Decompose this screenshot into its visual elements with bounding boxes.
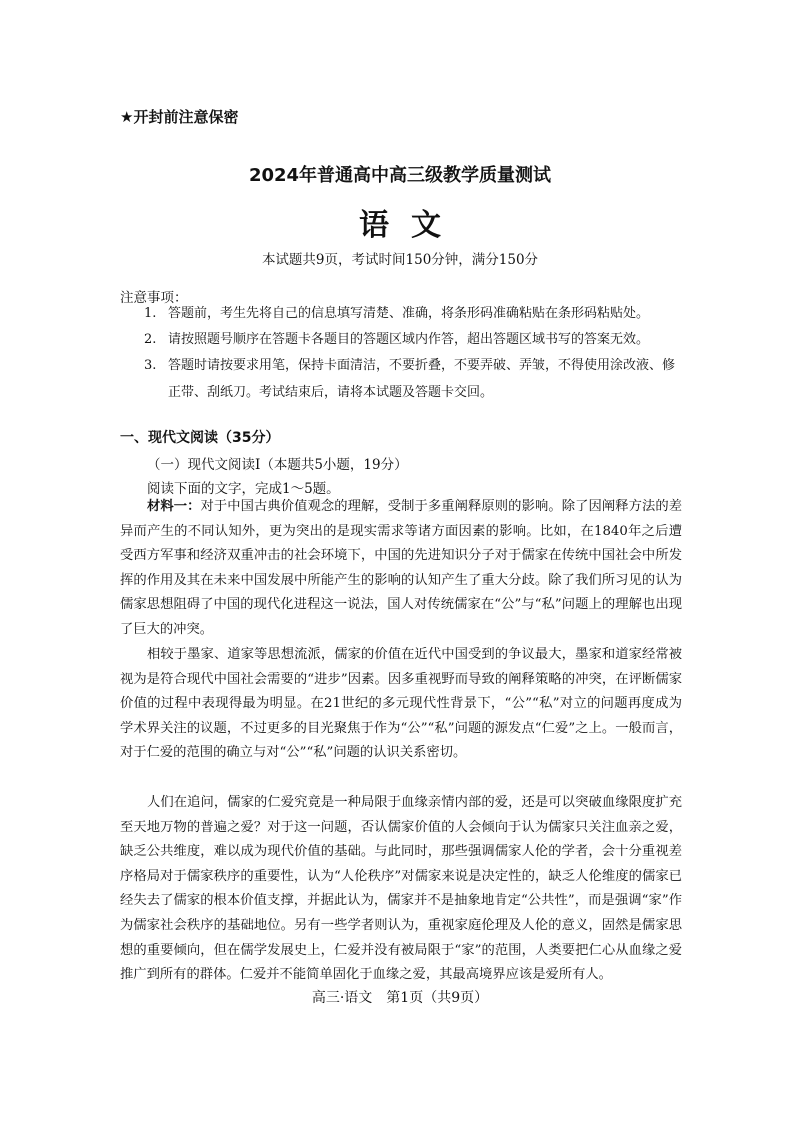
note-text: 请按照题号顺序在答题卡各题目的答题区域内作答，超出答题区域书写的答案无效。	[168, 332, 650, 347]
note-item	[144, 326, 684, 353]
note-text: 答题时请按要求用笔，保持卡面清洁，不要折叠，不要弄破、弄皱，不得使用涂改液、修正带、刮纸刀。考试结束后，请将本试题及答题卡交回。	[168, 358, 676, 400]
confidential-notice: ★开封前注意保密	[120, 108, 239, 126]
material-paragraph	[120, 791, 682, 988]
exam-info: 本试题共9页，考试时间150分钟，满分150分	[261, 252, 539, 268]
page-footer: 高三·语文 第1页（共9页）	[311, 990, 489, 1006]
note-item	[144, 352, 684, 406]
reading-instruction: 阅读下面的文字，完成1～5题。	[147, 481, 340, 497]
note-number: 2.	[144, 332, 157, 347]
subject-title: 语文	[359, 208, 463, 243]
section-title: 一、现代文阅读（35分）	[120, 430, 280, 446]
note-number: 3.	[144, 358, 157, 373]
exam-title: 2024年普通高中高三级教学质量测试	[248, 165, 552, 186]
material-paragraph	[120, 495, 682, 643]
paragraph-text: 人们在追问，儒家的仁爱究竟是一种局限于血缘亲情内部的爱，还是可以突破血缘限度扩充至天地万物的普遍之爱？对于这一问题，否认儒家价值的人会倾向于认为儒家只关注血亲之爱，缺乏公共维度，难以成为现代价值的基础。与此同时，那些强调儒家人伦的学者，会十分重视差序格局对于儒家秩序的重要性，认为“人伦秩序”对儒家来说是决定性的，缺乏人伦维度的儒家已经失去了儒家的根本价值支撑，并据此认为，儒家并不是抽象地肯定“公共性”，而是强调“家”作为儒家社会秩序的基础地位。另有一些学者则认为，重视家庭伦理及人伦的意义，固然是儒家思想的重要倾向，但在儒学发展史上，仁爱并没有被局限于“家”的范围，人类要把仁心从血缘之爱推广到所有的群体。仁爱并不能简单固化于血缘之爱，其最高境界应该是爱所有人。	[120, 795, 682, 983]
note-item	[144, 300, 684, 327]
subsection-title: （一）现代文阅读Ⅰ（本题共5小题，19分）	[147, 457, 408, 473]
note-number: 1.	[144, 306, 157, 321]
material-label: 材料一：	[147, 499, 201, 514]
note-text: 答题前，考生先将自己的信息填写清楚、准确，将条形码准确粘贴在条形码粘贴处。	[168, 306, 650, 321]
paragraph-text: 相较于墨家、道家等思想流派，儒家的价值在近代中国受到的争议最大，墨家和道家经常被视为是符合现代中国社会需要的“进步”因素。因多重视野而导致的阐释策略的冲突，在评断儒家价值的过程中表现得最为明显。在21世纪的多元现代性背景下，“公”“私”对立的问题再度成为学术界关注的议题，不过更多的目光聚焦于作为“公”“私”问题的源发点“仁爱”之上。一般而言，对于仁爱的范围的确立与对“公”“私”问题的认识关系密切。	[120, 647, 682, 761]
material-paragraph	[120, 643, 682, 766]
paragraph-text: 对于中国古典价值观念的理解，受制于多重阐释原则的影响。除了因阐释方法的差异而产生的不同认知外，更为突出的是现实需求等诸方面因素的影响。比如，在1840年之后遭受西方军事和经济双重冲击的社会环境下，中国的先进知识分子对于儒家在传统中国社会中所发挥的作用及其在未来中国发展中所能产生的影响的认知产生了重大分歧。除了我们所习见的认为儒家思想阻碍了中国的现代化进程这一说法，国人对传统儒家在“公”与“私”问题上的理解也出现了巨大的冲突。	[120, 499, 683, 637]
notes-title: 注意事项：	[120, 290, 188, 306]
